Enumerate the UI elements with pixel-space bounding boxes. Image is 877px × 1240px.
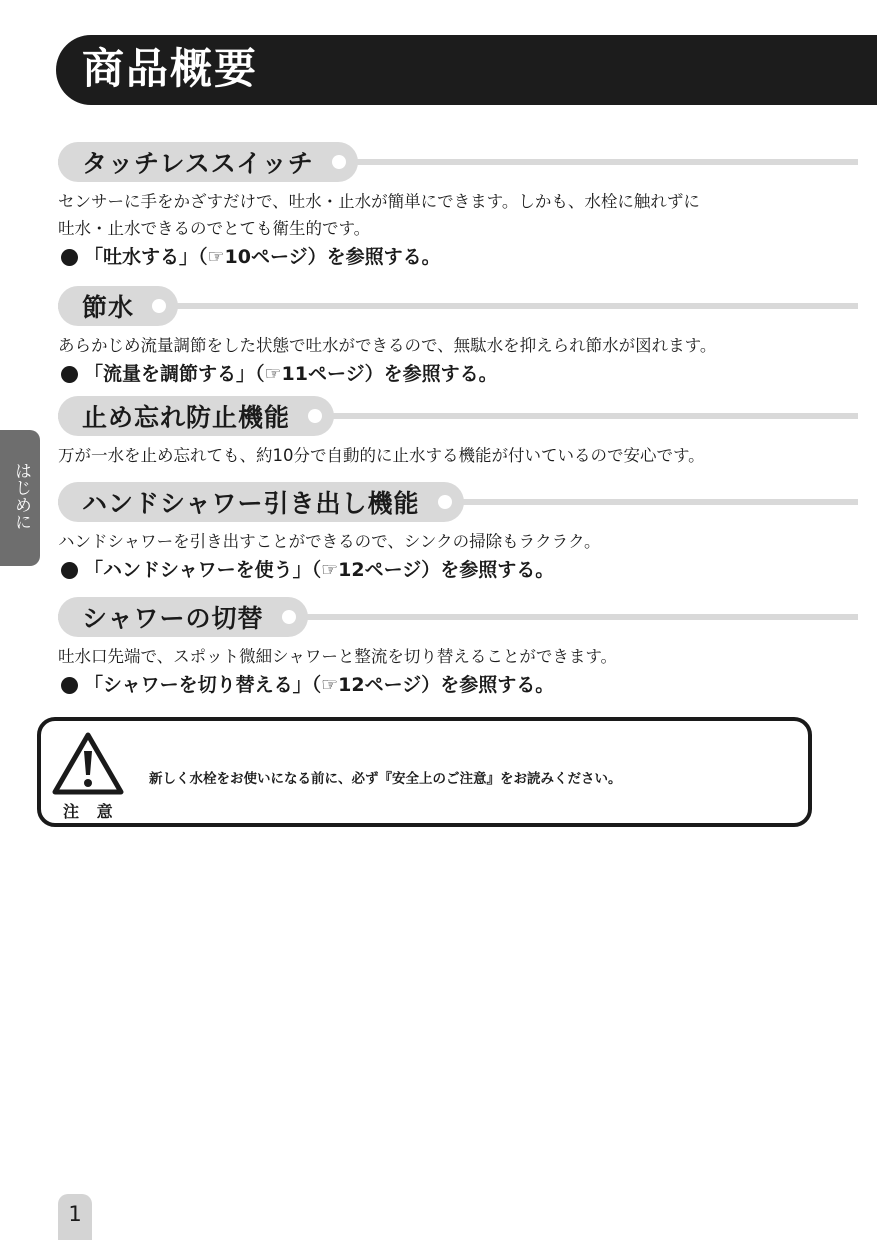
title-banner — [56, 35, 877, 105]
section-hand-shower — [58, 482, 858, 585]
page-number: 1 — [68, 1202, 82, 1226]
page-reference — [58, 242, 858, 272]
section-heading — [58, 396, 858, 436]
heading-pill — [58, 482, 464, 522]
page-reference-link[interactable]: 「流量を調節する」（☞11ページ）を参照する。 — [84, 363, 498, 385]
section-heading-text: 節水 — [82, 293, 135, 322]
body-line: 万が一水を止め忘れても、約10分で自動的に止水する機能が付いているので安心です。 — [58, 446, 705, 465]
page-number-tab — [58, 1194, 92, 1240]
heading-dot-icon — [438, 495, 452, 509]
section-heading-text: シャワーの切替 — [82, 604, 264, 633]
section-water-saving — [58, 286, 858, 389]
page-reference — [58, 555, 858, 585]
section-body — [58, 188, 858, 242]
body-line: 吐水口先端で、スポット微細シャワーと整流を切り替えることができます。 — [58, 647, 618, 666]
heading-pill — [58, 597, 308, 637]
section-heading — [58, 286, 858, 326]
section-heading — [58, 142, 858, 182]
body-line: あらかじめ流量調節をした状態で吐水ができるので、無駄水を抑えられ節水が図れます。 — [58, 336, 717, 355]
section-body — [58, 643, 858, 670]
heading-dot-icon — [332, 155, 346, 169]
caution-label: 注 意 — [63, 802, 119, 821]
bullet-icon — [61, 366, 78, 383]
heading-dot-icon — [308, 409, 322, 423]
side-tab — [0, 430, 40, 566]
body-line: ハンドシャワーを引き出すことができるので、シンクの掃除もラクラク。 — [58, 532, 601, 551]
page-reference — [58, 359, 858, 389]
heading-pill — [58, 396, 334, 436]
heading-dot-icon — [282, 610, 296, 624]
heading-dot-icon — [152, 299, 166, 313]
side-tab-label: はじめに — [11, 462, 31, 530]
page-reference-link[interactable]: 「吐水する」（☞10ページ）を参照する。 — [84, 246, 441, 268]
body-line: 吐水・止水できるのでとても衛生的です。 — [58, 219, 371, 238]
section-touchless-switch — [58, 142, 858, 272]
section-heading — [58, 482, 858, 522]
page-reference-link[interactable]: 「シャワーを切り替える」（☞12ページ）を参照する。 — [84, 674, 555, 696]
section-body — [58, 442, 858, 469]
page-title: 商品概要 — [82, 44, 259, 93]
warning-triangle-icon — [51, 731, 125, 797]
section-heading-text: ハンドシャワー引き出し機能 — [82, 489, 420, 518]
bullet-icon — [61, 677, 78, 694]
caution-box — [37, 717, 812, 827]
section-body — [58, 332, 858, 359]
section-auto-stop — [58, 396, 858, 469]
page-reference-link[interactable]: 「ハンドシャワーを使う」（☞12ページ）を参照する。 — [84, 559, 555, 581]
bullet-icon — [61, 562, 78, 579]
heading-pill — [58, 286, 178, 326]
heading-pill — [58, 142, 358, 182]
page-reference — [58, 670, 858, 700]
caution-text: 新しく水栓をお使いになる前に、必ず『安全上のご注意』をお読みください。 — [149, 771, 622, 787]
section-heading-text: タッチレススイッチ — [82, 149, 314, 178]
section-heading — [58, 597, 858, 637]
section-heading-text: 止め忘れ防止機能 — [82, 403, 291, 432]
section-shower-switch — [58, 597, 858, 700]
section-body — [58, 528, 858, 555]
bullet-icon — [61, 249, 78, 266]
body-line: センサーに手をかざすだけで、吐水・止水が簡単にできます。しかも、水栓に触れずに — [58, 192, 700, 211]
